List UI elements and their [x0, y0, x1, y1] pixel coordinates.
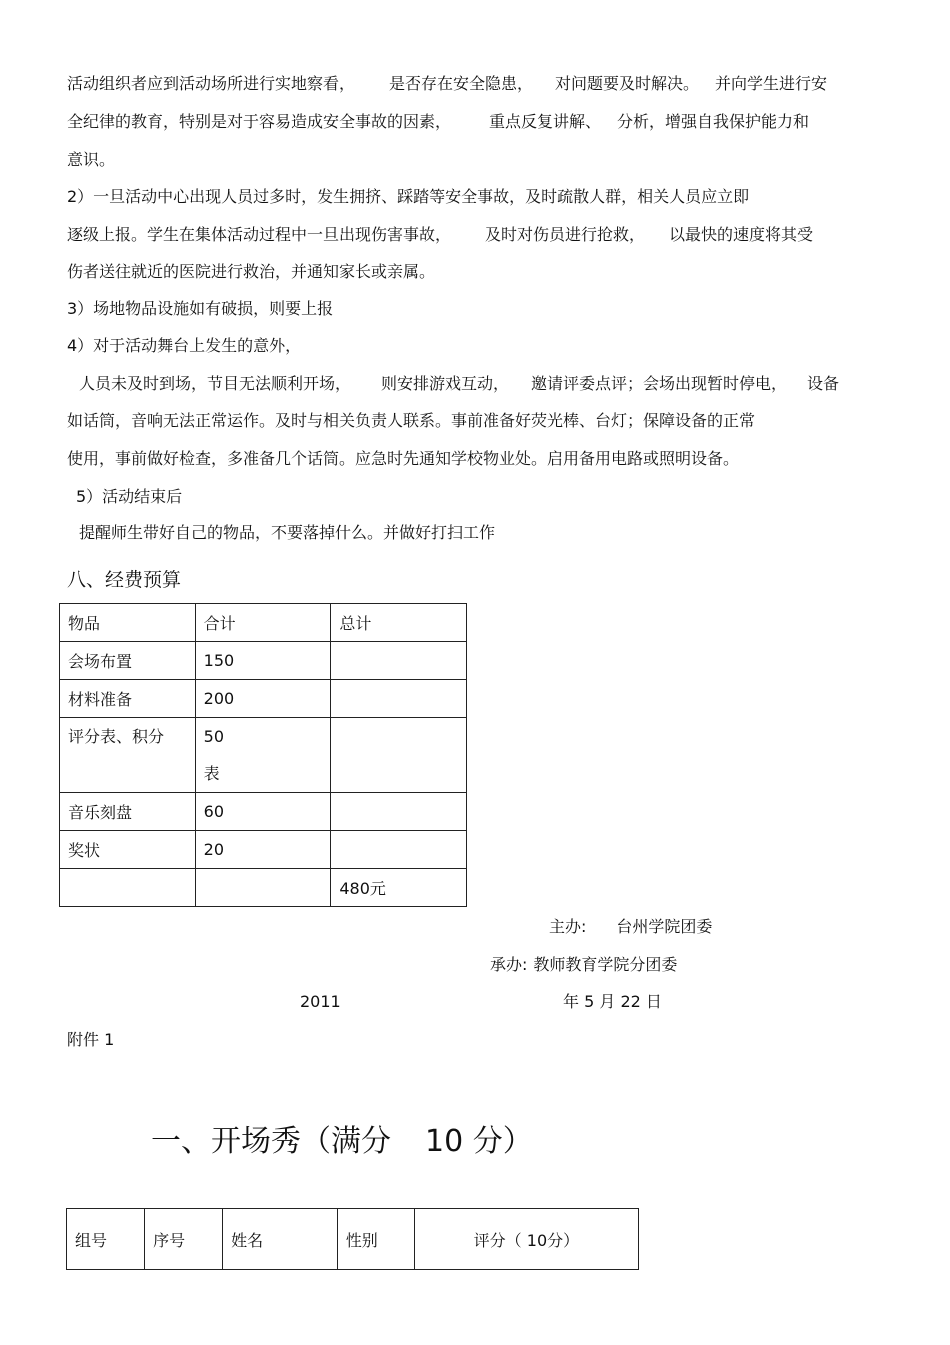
- table-total-cell: 480元: [331, 869, 467, 907]
- paragraph-line: [67, 112, 809, 132]
- table-cell: [331, 642, 467, 680]
- text-segment: 逐级上报。学生在集体活动过程中一旦出现伤害事故，: [67, 225, 452, 244]
- paragraph-line: [67, 262, 435, 282]
- table-row: [60, 831, 467, 869]
- paragraph-line: [76, 487, 182, 507]
- text-segment: 分析，增强自我保护能力和: [617, 112, 810, 131]
- paragraph-line: [79, 374, 839, 394]
- section-title-text: 一、开场秀（满分: [151, 1124, 391, 1159]
- date-year: 2011: [300, 992, 341, 1011]
- table-cell: 20: [195, 831, 331, 869]
- table-cell: [331, 793, 467, 831]
- table-header-cell: 评分（ 10分）: [414, 1209, 638, 1270]
- host-name: 台州学院团委: [616, 917, 713, 936]
- table-header-row: [67, 1209, 639, 1270]
- table-cell: 奖状: [60, 831, 196, 869]
- budget-table: [59, 603, 467, 907]
- text-segment: 5）活动结束后: [76, 487, 183, 506]
- text-segment: 3）场地物品设施如有破损，则要上报: [67, 299, 334, 318]
- table-header-cell: 物品: [60, 604, 196, 642]
- text-segment: 全纪律的教育，特别是对于容易造成安全事故的因素，: [67, 112, 452, 131]
- table-header-cell: 序号: [145, 1209, 223, 1270]
- table-cell: [195, 718, 331, 793]
- table-row: [60, 680, 467, 718]
- table-row: [60, 718, 467, 793]
- paragraph-line: [67, 299, 333, 319]
- text-segment: 并向学生进行安: [715, 74, 828, 93]
- text-segment: 4）对于活动舞台上发生的意外，: [67, 336, 302, 355]
- text-segment: 伤者送往就近的医院进行救治，并通知家长或亲属。: [67, 262, 436, 281]
- table-cell-line: 表: [203, 764, 220, 783]
- text-segment: 2）一旦活动中心出现人员过多时，发生拥挤、踩踏等安全事故，及时疏散人群，相关人员应立即: [67, 187, 750, 206]
- table-cell: 200: [195, 680, 331, 718]
- text-segment: 活动组织者应到活动场所进行实地察看，: [67, 74, 356, 93]
- table-cell: [60, 869, 196, 907]
- attachment-label: 附件 1: [67, 1030, 115, 1049]
- table-cell: [331, 718, 467, 793]
- paragraph-line: [67, 74, 827, 94]
- section-title: [151, 1116, 533, 1160]
- host-label: 主办:: [549, 917, 587, 936]
- table-header-cell: 组号: [67, 1209, 145, 1270]
- paragraph-line: [67, 187, 749, 207]
- table-header-cell: 性别: [337, 1209, 414, 1270]
- table-cell: 150: [195, 642, 331, 680]
- organizer-label: 承办:: [490, 955, 528, 974]
- table-cell: 60: [195, 793, 331, 831]
- text-segment: 如话筒，音响无法正常运作。及时与相关负责人联系。事前准备好荧光棒、台灯；保障设备的正常: [67, 411, 756, 430]
- paragraph-line: [79, 523, 495, 543]
- text-segment: 及时对伤员进行抢救，: [485, 225, 646, 244]
- table-row: [60, 793, 467, 831]
- paragraph-line: [67, 411, 755, 431]
- text-segment: 对问题要及时解决。: [555, 74, 700, 93]
- paragraph-line: [67, 225, 813, 245]
- table-cell: [195, 869, 331, 907]
- section-title-score: 10 分）: [425, 1124, 533, 1159]
- table-cell: [331, 831, 467, 869]
- table-cell: 会场布置: [60, 642, 196, 680]
- organizer-name: 教师教育学院分团委: [533, 955, 678, 974]
- host-line: [549, 917, 712, 937]
- table-cell: 材料准备: [60, 680, 196, 718]
- text-segment: 以最快的速度将其受: [669, 225, 814, 244]
- table-cell-line: 50: [203, 727, 225, 746]
- text-segment: 人员未及时到场，节目无法顺利开场，: [79, 374, 352, 393]
- paragraph-line: [67, 150, 115, 170]
- table-header-row: [60, 604, 467, 642]
- text-segment: 邀请评委点评；会场出现暂时停电，: [531, 374, 788, 393]
- table-cell: 音乐刻盘: [60, 793, 196, 831]
- table-header-cell: 总计: [331, 604, 467, 642]
- text-segment: 是否存在安全隐患，: [389, 74, 534, 93]
- paragraph-line: [67, 336, 301, 356]
- table-cell: [331, 680, 467, 718]
- text-segment: 意识。: [67, 150, 116, 169]
- paragraph-line: [67, 449, 739, 469]
- text-segment: 重点反复讲解、: [489, 112, 602, 131]
- table-row: [60, 642, 467, 680]
- text-segment: 使用，事前做好检查，多准备几个话筒。应急时先通知学校物业处。启用备用电路或照明设备。: [67, 449, 740, 468]
- table-header-cell: 姓名: [223, 1209, 338, 1270]
- date-rest: 年 5 月 22 日: [563, 992, 662, 1011]
- text-segment: 则安排游戏互动，: [381, 374, 510, 393]
- table-cell: 评分表、积分: [60, 718, 196, 793]
- table-header-cell: 合计: [195, 604, 331, 642]
- table-row: [60, 869, 467, 907]
- budget-heading: 八、经费预算: [67, 569, 182, 591]
- text-segment: 提醒师生带好自己的物品，不要落掉什么。并做好打扫工作: [79, 523, 496, 542]
- text-segment: 设备: [807, 374, 840, 393]
- score-table: [66, 1208, 639, 1270]
- organizer-line: [490, 955, 677, 975]
